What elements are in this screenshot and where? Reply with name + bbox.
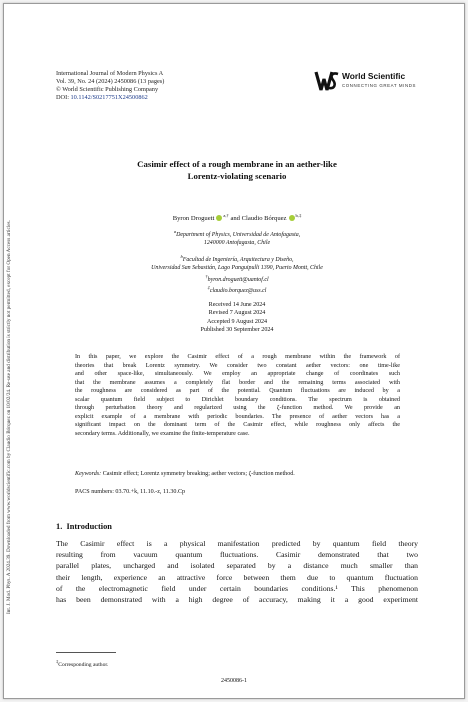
footnote-sup: ‡ [56, 659, 59, 664]
footnote-text: Corresponding author. [58, 661, 109, 668]
body-line: parallel plates, uncharged and isolated separated by a distance much smaller than [56, 561, 418, 571]
journal-info [56, 70, 164, 102]
abstract-line: theories that break Lorentz symmetry. We consider two constant aether vectors: one time-like [75, 362, 400, 369]
author-1-sup: a,† [223, 213, 229, 218]
abstract-line: scalar quantum field subject to Dirichlet boundary conditions. The spectrum is obtained [75, 396, 400, 403]
section-heading [56, 522, 112, 531]
page-number: 2450086-1 [221, 678, 247, 684]
publisher-tagline: CONNECTING GREAT MINDS [342, 83, 417, 88]
author-2-sup: b,‡ [295, 213, 302, 218]
footnote [56, 658, 108, 669]
body-paragraph [56, 538, 418, 605]
affiliation-a-text: Department of Physics, Universidad de Antofagasta, [176, 231, 301, 238]
journal-name: International Journal of Modern Physics A [56, 70, 164, 77]
body-line: The Casimir effect is a physical manifestation predicted by quantum field theory [56, 539, 418, 548]
publisher-logo [314, 69, 434, 95]
body-line: has been demonstrated with a high degree of accuracy, making it a good experiment [56, 594, 418, 604]
body-line: of the electromagnetic field under certain boundaries conditions.¹ This phenomenon [56, 583, 418, 593]
keywords [75, 470, 400, 478]
date-accepted: Accepted 9 August 2024 [206, 318, 268, 325]
date-revised: Revised 7 August 2024 [208, 310, 266, 317]
title-line-1: Casimir effect of a rough membrane in an aether-like [137, 159, 337, 169]
affiliation-a-line1 [64, 228, 410, 239]
publisher-name: World Scientific [342, 71, 406, 81]
orcid-icon[interactable] [216, 215, 222, 221]
abstract-line: the roughness are considered as part of the potential. Quantum fluctuations are induced by a [75, 388, 400, 395]
doi-label: DOI: [56, 94, 69, 102]
abstract-line: through perturbation theory and regularized using the ζ-function method. We provide an [75, 405, 400, 412]
abstract [75, 353, 400, 438]
affiliation-b-text: Facultad de Ingeniería, Arquitectura y Diseño, [182, 256, 294, 263]
abstract-line: and other space-like, simultaneously. We employ an appropriate change of coordinates such [75, 371, 400, 378]
paper-title [64, 158, 410, 182]
abstract-line: secondary terms. Additionally, we examine the finite-temperature case. [75, 430, 250, 437]
affiliation-b-line1 [64, 253, 410, 264]
email-1-text[interactable]: byron.droguett@uantof.cl [207, 276, 269, 283]
author-1: Byron Droguett [172, 215, 215, 223]
body-line: their length, experience an attractive force between them due to quantum fluctuation [56, 572, 418, 582]
side-download-note [6, 174, 32, 614]
affiliation-b-sup: b [180, 253, 183, 259]
section-title: Introduction [66, 522, 112, 531]
affiliation-a-line2: 1240000 Antofagasta, Chile [203, 240, 271, 247]
abstract-line: In this paper, we explore the Casimir effect of a rough membrane within the framework of [75, 354, 400, 360]
journal-doi [56, 94, 164, 102]
email-2-text[interactable]: claudio.borquez@uss.cl [209, 287, 267, 294]
footnote-divider [56, 652, 116, 653]
email-1[interactable] [64, 273, 410, 284]
date-received: Received 14 June 2024 [208, 302, 266, 308]
world-scientific-logo-icon [314, 69, 340, 93]
keywords-label: Keywords: [75, 471, 102, 477]
email-2-sup: ‡ [207, 284, 210, 290]
doi-link[interactable]: 10.1142/S0217751X24500862 [70, 94, 148, 102]
affiliation-a-sup: a [173, 229, 177, 234]
journal-volume: Vol. 39, No. 24 (2024) 2450086 (13 pages) [56, 78, 165, 86]
email-1-sup: † [205, 273, 208, 279]
body-line: resulting from vacuum quantum fluctuations. Casimir demonstrated that two [56, 550, 418, 560]
orcid-icon[interactable] [289, 215, 295, 221]
abstract-line: explicit example of a membrane with periodic boundaries. The presence of aether vectors has a [75, 413, 400, 420]
paper-page [3, 3, 465, 699]
journal-copyright: © World Scientific Publishing Company [56, 86, 159, 94]
abstract-line: that the membrane assumes a completely flat border and the remaining terms associated with [75, 379, 400, 386]
side-note-text: Int. J. Mod. Phys. A 2024.39. Downloaded from www.worldscientific.com by Claudio Bórquez on 10/02/24. Re-use and distribution is strictly not permitted, except for Open Access articles. [6, 220, 12, 614]
author-list [64, 211, 410, 223]
pacs-numbers: PACS numbers: 03.70.+k, 11.10.-z, 11.30.Cp [75, 489, 186, 495]
email-2[interactable] [64, 284, 410, 295]
date-published: Published 30 September 2024 [200, 327, 274, 334]
abstract-line: significant impact on the dominant term of the Casimir effect, while roughness only affects the [75, 422, 400, 429]
keywords-text: Casimir effect; Lorentz symmetry breaking; aether vectors; ζ-function method. [102, 471, 295, 477]
affiliation-b-line2: Universidad San Sebastián, Lago Panguipulli 1390, Puerto Montt, Chile [151, 265, 323, 272]
affiliations [64, 228, 410, 295]
title-line-2: Lorentz-violating scenario [187, 171, 287, 181]
author-conj: and Claudio Bórquez [230, 215, 287, 223]
publication-dates [64, 301, 410, 335]
section-number: 1. [56, 522, 63, 531]
